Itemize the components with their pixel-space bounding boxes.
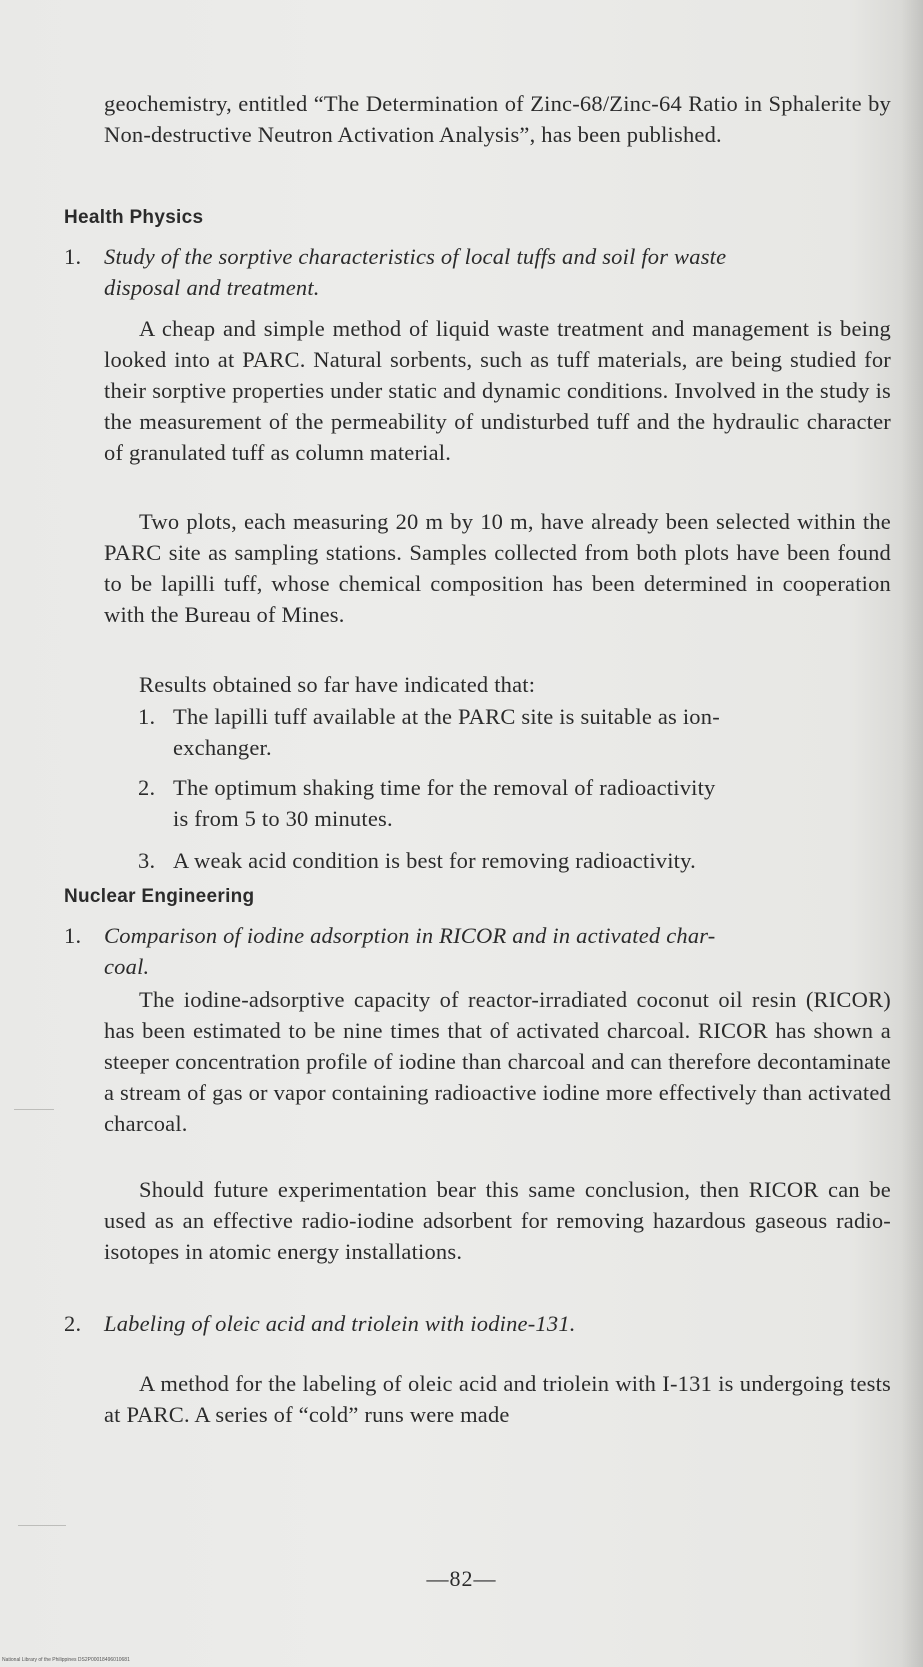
- nuclear-item-1-title: [64, 920, 891, 982]
- heading-health-physics: Health Physics: [64, 207, 204, 228]
- nuclear-item-1-number: 1.: [64, 923, 82, 948]
- result-item-2: [138, 772, 891, 834]
- page-number: —82—: [426, 1566, 497, 1591]
- nuclear-item-2-number: 2.: [64, 1311, 82, 1336]
- result-item-1-line1: The lapilli tuff available at the PARC site is suitable as ion-: [173, 704, 720, 729]
- nuclear-item-1-title-line2: coal.: [104, 954, 150, 979]
- result-item-1-number: 1.: [138, 704, 156, 729]
- result-item-3: [138, 845, 891, 876]
- footer-credit: National Library of the Philippines DS2P00018496010681: [2, 1657, 130, 1663]
- result-item-3-line1: A weak acid condition is best for removing radioactivity.: [173, 848, 696, 873]
- health-item-1-title-line2: disposal and treatment.: [104, 275, 320, 300]
- health-item-1-number: 1.: [64, 244, 82, 269]
- result-item-3-number: 3.: [138, 848, 156, 873]
- result-item-2-line2: is from 5 to 30 minutes.: [173, 806, 393, 831]
- nuclear-item-2-title-text: Labeling of oleic acid and triolein with iodine-131.: [104, 1311, 576, 1336]
- result-item-2-number: 2.: [138, 775, 156, 800]
- health-item-1-paragraph-1: A cheap and simple method of liquid waste treatment and management is being looked into at PARC. Natural sorbents, such as tuff materials, are being studied for their sorptive properties under static and dynamic conditions. Involved in the study is the measurement of the permeability of undisturbed tuff and the hydraulic character of granulated tuff as column material.: [104, 316, 891, 465]
- nuclear-item-2-paragraph-1: A method for the labeling of oleic acid and triolein with I-131 is undergoing tests at PARC. A series of “cold” runs were made: [104, 1371, 891, 1427]
- health-item-1-paragraph-2: Two plots, each measuring 20 m by 10 m, have already been selected within the PARC site as sampling stations. Samples collected from both plots have been found to be lapilli tuff, whose chemical composition has been determined in cooperation with the Bureau of Mines.: [104, 509, 891, 627]
- result-item-1-line2: exchanger.: [173, 735, 272, 760]
- health-item-1-title-line1: Study of the sorptive characteristics of local tuffs and soil for waste: [104, 244, 727, 269]
- nuclear-item-1-paragraph-1: The iodine-adsorptive capacity of reactor-irradiated coconut oil resin (RICOR) has been estimated to be nine times that of activated charcoal. RICOR has shown a steeper concentration profile of iodine than charcoal and can therefore decontaminate a stream of gas or vapor containing radioactive iodine more effectively than activated charcoal.: [104, 987, 891, 1136]
- nuclear-item-1-title-line1: Comparison of iodine adsorption in RICOR and in activated char-: [104, 923, 716, 948]
- intro-paragraph: geochemistry, entitled “The Determination of Zinc-68/Zinc-64 Ratio in Sphalerite by Non-destructive Neutron Activation Analysis”, has been published.: [104, 91, 891, 147]
- health-item-1-title: [64, 241, 891, 303]
- results-intro: Results obtained so far have indicated that:: [139, 672, 536, 697]
- nuclear-item-1-paragraph-2: Should future experimentation bear this same conclusion, then RICOR can be used as an effective radio-iodine adsorbent for removing hazardous gaseous radio-isotopes in atomic energy installations.: [104, 1177, 891, 1264]
- result-item-2-line1: The optimum shaking time for the removal of radioactivity: [173, 775, 716, 800]
- result-item-1: [138, 701, 891, 763]
- heading-nuclear-engineering: Nuclear Engineering: [64, 886, 255, 907]
- nuclear-item-2-title: [64, 1308, 891, 1339]
